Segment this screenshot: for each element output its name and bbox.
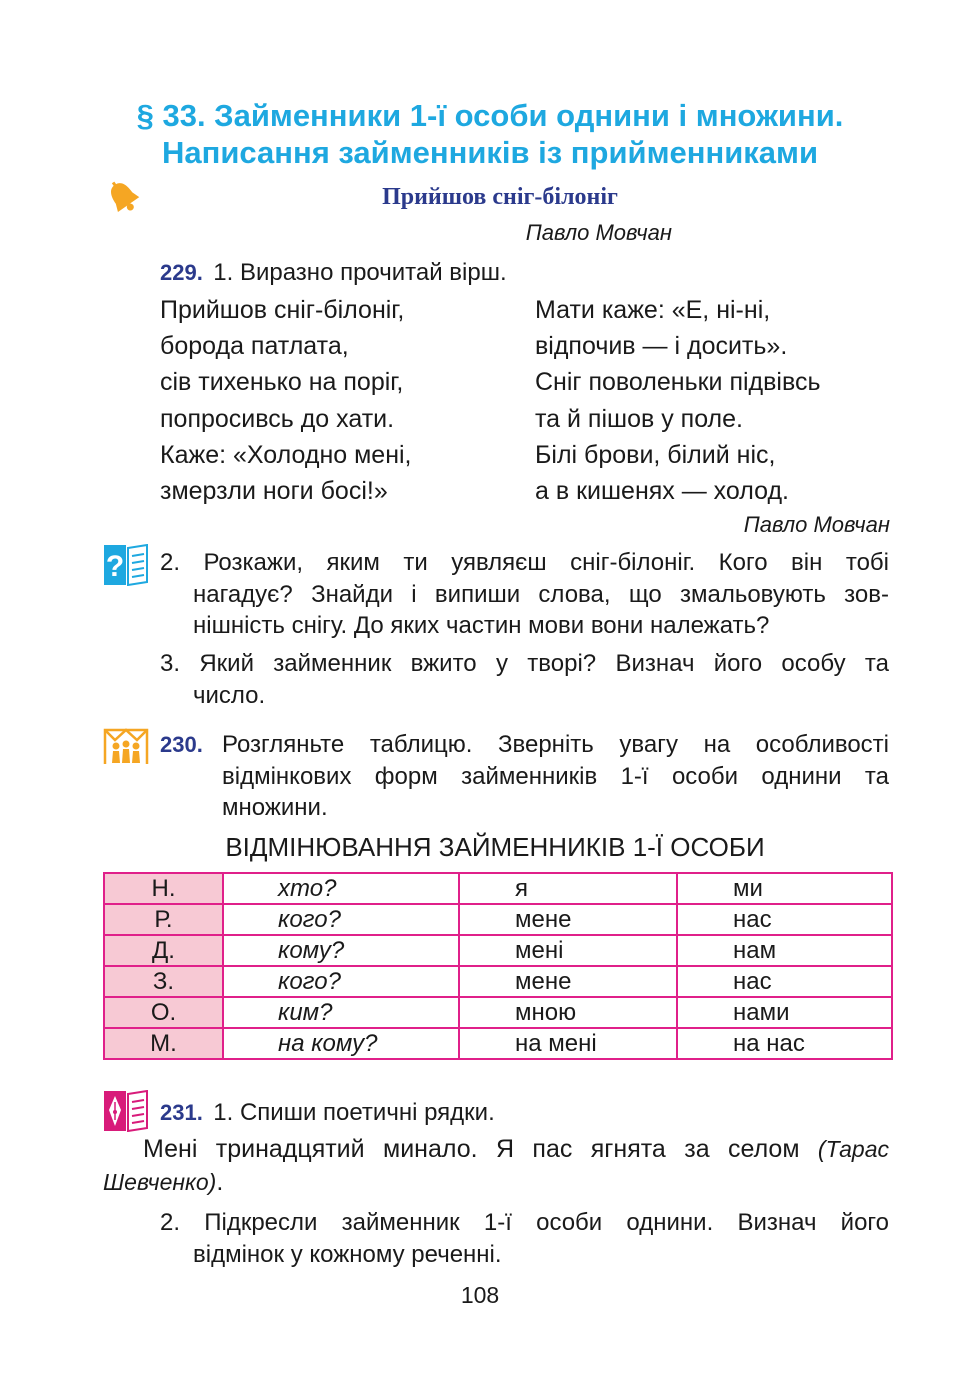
poem-line: Сніг поволеньки підвівсь [535, 368, 821, 397]
task-line: Розгляньте таблицю. Зверніть увагу на особливості [222, 731, 889, 758]
task-line: множини. [222, 794, 328, 821]
case-cell: Н. [104, 873, 223, 904]
plural-cell: нами [677, 997, 892, 1028]
declension-table [103, 872, 893, 1060]
poem-author-top: Павло Мовчан [525, 220, 672, 245]
svg-text:?: ? [105, 550, 125, 583]
quote-text: Мені тринадцятий минало. Я пас ягнята за селом [143, 1135, 818, 1163]
pen-writing-icon [103, 1090, 149, 1132]
case-cell: М. [104, 1028, 223, 1059]
quote-source: Шевченко) [103, 1169, 217, 1195]
poem-left-column [160, 292, 412, 509]
plural-cell: нас [677, 966, 892, 997]
question-cell: кого? [223, 966, 459, 997]
task-text: 1. Спиши поетичні рядки. [213, 1099, 495, 1126]
plural-cell: ми [677, 873, 892, 904]
exercise-229-task1 [160, 256, 507, 290]
task-line: відмінок у кожному реченні. [193, 1240, 502, 1268]
section-title-line2: Написання займенників із прийменниками [161, 135, 819, 170]
case-cell: З. [104, 966, 223, 997]
plural-cell: нас [677, 904, 892, 935]
table-row [104, 935, 892, 966]
task-line: число. [193, 681, 266, 709]
exercise-number: 231. [160, 1100, 203, 1125]
question-cell: кому? [223, 935, 459, 966]
case-cell: О. [104, 997, 223, 1028]
exercise-number: 230. [160, 732, 203, 757]
poem-author-bottom: Павло Мовчан [743, 512, 890, 537]
case-cell: Д. [104, 935, 223, 966]
plural-cell: нам [677, 935, 892, 966]
question-cell: хто? [223, 873, 459, 904]
poetic-quote [103, 1133, 889, 1199]
table-row [104, 873, 892, 904]
table-title: ВІДМІНЮВАННЯ ЗАЙМЕННИКІВ 1-Ї ОСОБИ [225, 832, 765, 862]
poem-title: Прийшов сніг-білоніг [382, 184, 618, 210]
exercise-230-text [160, 729, 889, 824]
plural-cell: на нас [677, 1028, 892, 1059]
task-line: нішність снігу. До яких частин мови вони належать? [193, 612, 770, 639]
poem-line: сів тихенько на поріг, [160, 368, 404, 397]
poem-line: Білі брови, білий ніс, [535, 440, 776, 469]
section-title-line1: § 33. Займенники 1-ї особи однини і множини. [136, 98, 844, 133]
question-cell: ким? [223, 997, 459, 1028]
poem-line: борода патлата, [160, 332, 349, 361]
exercise-number: 229. [160, 260, 203, 285]
exercise-231-task2 [160, 1207, 889, 1270]
poem-line: Мати каже: «Е, ні-ні, [535, 296, 771, 324]
exercise-229-task2 [160, 547, 889, 642]
exercise-229-task3 [160, 648, 889, 711]
question-cell: кого? [223, 904, 459, 935]
quote-line [103, 1133, 889, 1166]
singular-cell: на мені [459, 1028, 677, 1059]
bell-icon [104, 178, 144, 218]
task-line: 2. Розкажи, яким ти уявляєш сніг-білоніг. Кого він тобі [160, 549, 889, 576]
poem-line: відпочив — і досить». [535, 332, 788, 361]
case-cell: Р. [104, 904, 223, 935]
poem-line: та й пішов у поле. [535, 404, 743, 433]
singular-cell: мені [459, 935, 677, 966]
singular-cell: мене [459, 904, 677, 935]
table-row [104, 997, 892, 1028]
quote-end: . [216, 1168, 224, 1196]
task-line: 2. Підкресли займенник 1-ї особи однини. Визнач його [160, 1209, 889, 1236]
exercise-231-task1 [160, 1096, 495, 1130]
page-number: 108 [460, 1282, 500, 1308]
table-row [104, 966, 892, 997]
group-discussion-icon [103, 726, 149, 766]
poem-line: а в кишенях — холод. [535, 477, 790, 506]
poem-right-column [535, 292, 821, 509]
question-book-icon [103, 544, 149, 586]
quote-line [103, 1166, 889, 1199]
task-line: 3. Який займенник вжито у творі? Визнач його особу та [160, 650, 889, 677]
task-line: відмінкових форм займенників 1-ї особи однини та [222, 762, 889, 790]
task-text: 1. Виразно прочитай вірш. [213, 259, 507, 286]
exercise-230 [160, 729, 889, 824]
singular-cell: мною [459, 997, 677, 1028]
table-row [104, 904, 892, 935]
question-cell: на кому? [223, 1028, 459, 1059]
quote-source: (Тарас [817, 1136, 889, 1162]
poem-line: змерзли ноги босі!» [160, 477, 388, 506]
task-line: нагадує? Знайди і випиши слова, що змальовують зов- [193, 580, 889, 608]
table-row [104, 1028, 892, 1059]
singular-cell: мене [459, 966, 677, 997]
poem-line: Каже: «Холодно мені, [160, 440, 412, 469]
poem-line: попросивсь до хати. [160, 404, 395, 433]
singular-cell: я [459, 873, 677, 904]
poem-line: Прийшов сніг-білоніг, [160, 296, 405, 324]
